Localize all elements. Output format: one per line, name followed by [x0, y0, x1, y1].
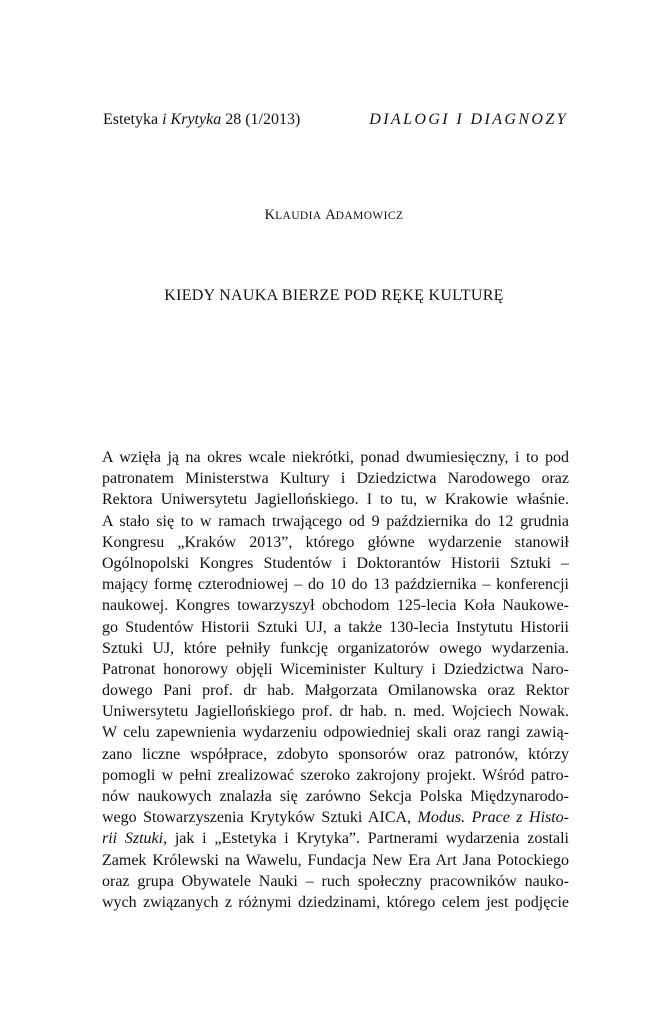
journal-name-italic-i: i — [162, 111, 167, 128]
body-text-span: wego Stowarzyszenia Krytyków Sztuki AICA, — [102, 809, 418, 827]
body-line: patronatem Ministerstwa Kultury i Dziedzictwa Narodowego oraz — [102, 470, 569, 488]
body-line: nów naukowych znalazła się zarówno Sekcja Polska Międzynarodo- — [102, 788, 569, 805]
body-line: Rektora Uniwersytetu Jagiellońskiego. I to tu, w Krakowie właśnie. — [102, 491, 569, 509]
body-line-mixed — [102, 828, 569, 849]
body-line: go Studentów Historii Sztuki UJ, a także 130-lecia Instytutu Historii — [102, 618, 569, 636]
author-first-initial: K — [264, 207, 276, 223]
cited-title-italic: rii Sztuki — [102, 830, 164, 848]
body-line: Uniwersytetu Jagiellońskiego prof. dr hab. n. med. Wojciech Nowak. — [102, 703, 569, 721]
body-line: naukowej. Kongres towarzyszył obchodom 125-lecia Koła Naukowe- — [102, 597, 569, 615]
body-line-mixed — [102, 807, 569, 828]
journal-issue: 28 (1/2013) — [221, 111, 301, 128]
journal-name-part: Estetyka — [103, 111, 163, 128]
author-first-rest: LAUDIA — [275, 210, 322, 222]
body-line: W celu zapewnienia wydarzeniu odpowiedniej skali oraz rangi zawią- — [102, 724, 569, 742]
article-body — [102, 447, 569, 913]
section-title: DIALOGI I DIAGNOZY — [369, 111, 568, 128]
body-line: mający formę czterodniowej – do 10 do 13 października – konferencji — [102, 576, 569, 594]
article-author — [0, 206, 668, 225]
body-line: Kongresu „Kraków 2013”, którego główne wydarzenie stanowił — [102, 533, 569, 551]
body-text-span: , jak i „Estetyka i Krytyka”. Partnerami wydarzenia zostali — [163, 830, 569, 848]
body-line: oraz grupa Obywatele Nauki – ruch społeczny pracowników nauko- — [102, 872, 569, 890]
body-line: Sztuki UJ, które pełniły funkcję organizatorów owego wydarzenia. — [102, 639, 569, 657]
body-line: pomogli w pełni zrealizować szeroko zakrojony projekt. Wśród patro- — [102, 766, 569, 784]
body-line: Zamek Królewski na Wawelu, Fundacja New Era Art Jana Potockiego — [102, 851, 569, 869]
article-title: KIEDY NAUKA BIERZE POD RĘKĘ KULTURĘ — [164, 287, 504, 304]
body-line: A stało się to w ramach trwającego od 9 października do 12 grudnia — [102, 512, 569, 530]
body-line: Patronat honorowy objęli Wiceminister Kultury i Dziedzictwa Naro- — [102, 660, 569, 678]
author-last-initial: A — [325, 207, 336, 223]
body-line: dowego Pani prof. dr hab. Małgorzata Omilanowska oraz Rektor — [102, 682, 569, 700]
body-line: A wzięła ją na okres wcale niekrótki, ponad dwumiesięczny, i to pod — [102, 449, 569, 466]
body-line: zano liczne współprace, zdobyto sponsorów oraz patronów, którzy — [102, 745, 569, 763]
journal-name-italic-krytyka: Krytyka — [170, 111, 222, 128]
journal-citation — [103, 110, 300, 130]
cited-title-italic: Modus. Prace z Histo- — [417, 809, 570, 827]
body-line: wych związanych z różnymi dziedzinami, którego celem jest podjęcie — [102, 893, 569, 911]
author-last-rest: DAMOWICZ — [335, 210, 404, 222]
body-line: Ogólnopolski Kongres Studentów i Doktorantów Historii Sztuki – — [102, 554, 569, 572]
